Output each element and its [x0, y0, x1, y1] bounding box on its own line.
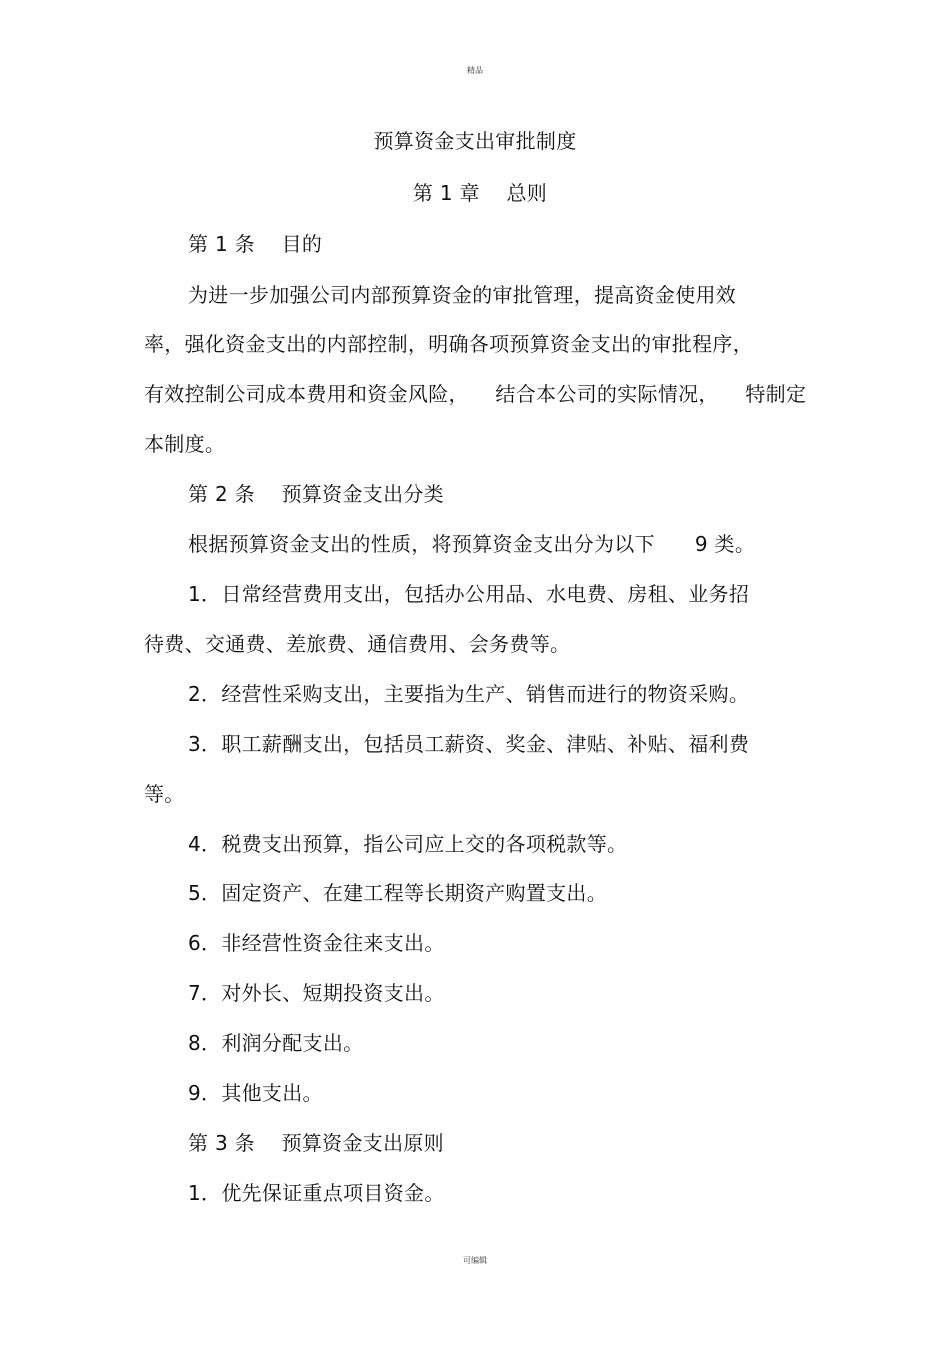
- chapter-heading: 第 1 章 总则: [412, 181, 548, 205]
- list-item-continuation: 等。: [144, 782, 185, 806]
- paragraph-line: 根据预算资金支出的性质，将预算资金支出分为以下 9 类。: [188, 532, 756, 556]
- list-item: 2．经营性采购支出，主要指为生产、销售而进行的物资采购。: [188, 682, 750, 706]
- article-heading: 第 1 条 目的: [188, 232, 323, 256]
- document-title: 预算资金支出审批制度: [373, 129, 577, 153]
- article-heading: 第 3 条 预算资金支出原则: [188, 1131, 444, 1155]
- list-item: 6．非经营性资金往来支出。: [188, 931, 445, 955]
- header-mark: 精品: [467, 66, 483, 75]
- paragraph-line: 为进一步加强公司内部预算资金的审批管理，提高资金使用效: [188, 283, 737, 307]
- paragraph-line: 本制度。: [144, 432, 226, 456]
- list-item-continuation: 待费、交通费、差旅费、通信费用、会务费等。: [144, 632, 571, 656]
- paragraph-line: 有效控制公司成本费用和资金风险， 结合本公司的实际情况， 特制定: [144, 382, 807, 406]
- footer-mark: 可编辑: [463, 1256, 487, 1265]
- list-item: 7．对外长、短期投资支出。: [188, 981, 445, 1005]
- list-item: 4．税费支出预算，指公司应上交的各项税款等。: [188, 832, 628, 856]
- list-item: 8．利润分配支出。: [188, 1031, 364, 1055]
- article-heading: 第 2 条 预算资金支出分类: [188, 482, 444, 506]
- list-item: 5．固定资产、在建工程等长期资产购置支出。: [188, 881, 608, 905]
- paragraph-line: 率，强化资金支出的内部控制，明确各项预算资金支出的审批程序，: [144, 332, 753, 356]
- list-item: 3．职工薪酬支出，包括员工薪资、奖金、津贴、补贴、福利费: [188, 732, 750, 756]
- list-item: 9．其他支出。: [188, 1081, 323, 1105]
- list-item: 1．日常经营费用支出，包括办公用品、水电费、房租、业务招: [188, 582, 750, 606]
- list-item: 1．优先保证重点项目资金。: [188, 1181, 445, 1205]
